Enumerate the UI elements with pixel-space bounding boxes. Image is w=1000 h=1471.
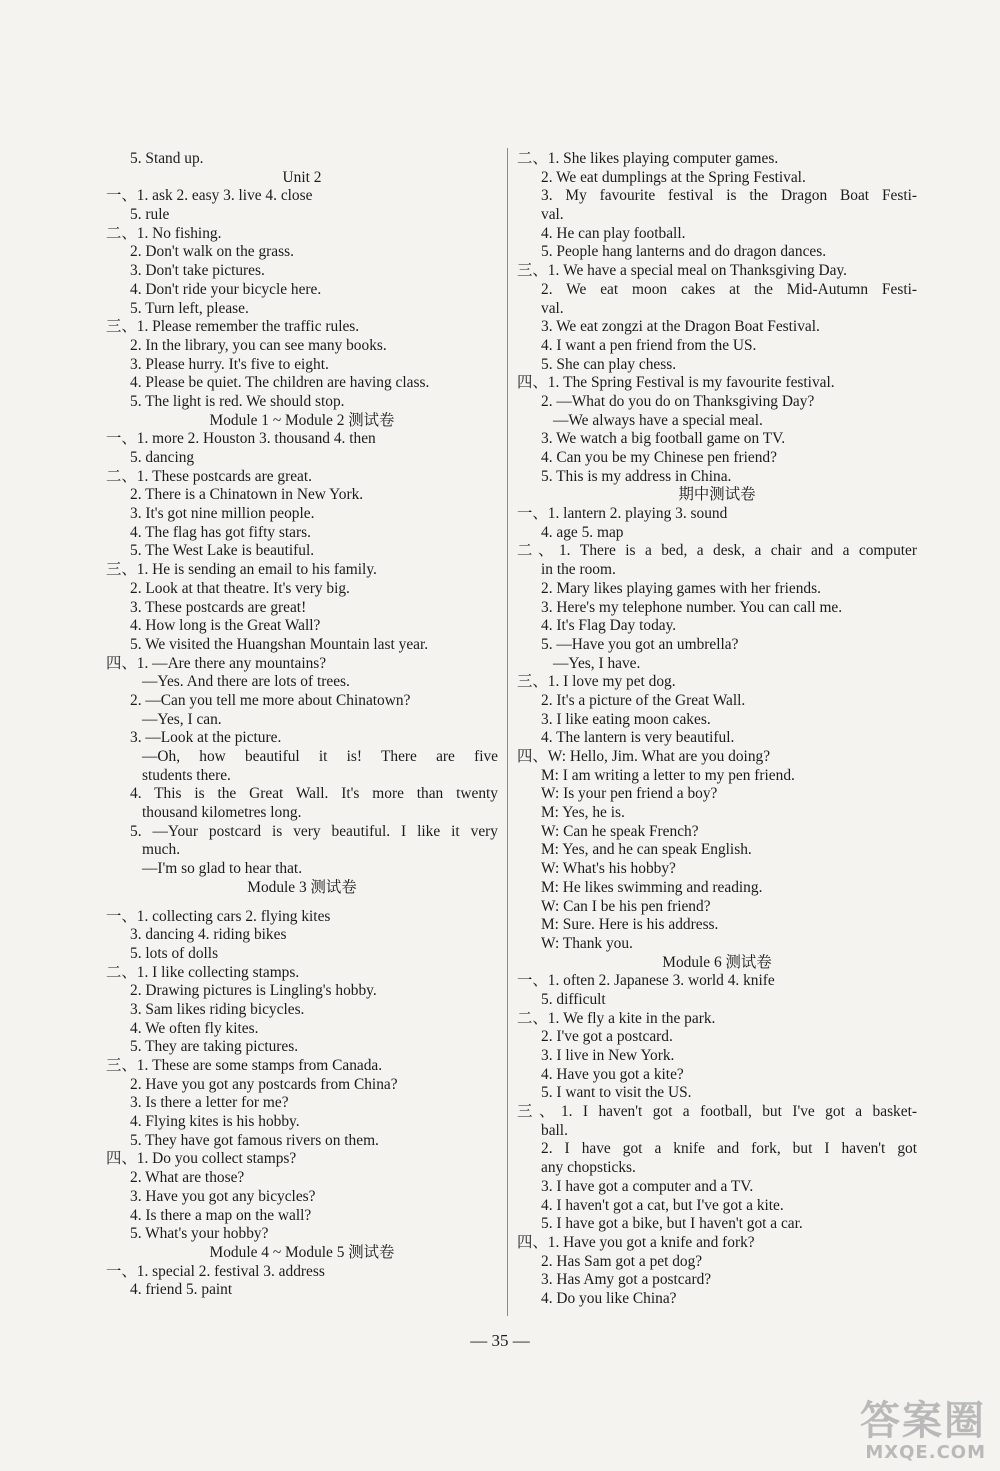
answer-line: 5. dancing [130,449,195,466]
answer-line: 2. Don't walk on the grass. [130,243,294,261]
line-spacer [106,898,498,908]
answer-line: 3. Here's my telephone number. You can call me. [541,598,843,616]
answer-line: 2. Mary likes playing games with her friends. [541,579,821,597]
answer-line: 3. I have got a computer and a TV. [541,1177,754,1195]
answer-line: —Oh, how beautiful it is! There are five [142,748,498,765]
answer-line: 3. We watch a big football game on TV. [541,430,786,448]
answer-line: 3. Don't take pictures. [130,262,265,280]
section-heading: Module 6 测试卷 [662,953,772,971]
answer-line: —Yes, I can. [142,710,222,728]
answer-line: 4. Have you got a kite? [541,1065,684,1083]
answer-line: 2. I've got a postcard. [541,1028,673,1046]
answer-line: 3. It's got nine million people. [130,505,315,523]
answer-line: 4. Don't ride your bicycle here. [130,280,322,298]
answer-line: students there. [142,766,231,784]
answer-line: —We always have a special meal. [553,411,763,429]
answer-line: —Yes, I have. [553,654,641,672]
answer-line: M: I am writing a letter to my pen friend. [541,766,795,784]
answer-line: 一、1. ask 2. easy 3. live 4. close [106,187,313,205]
answer-line: 5. —Have you got an umbrella? [541,635,739,653]
answer-line: M: Yes, and he can speak English. [541,841,752,859]
watermark-cn: 答案圈 [860,1398,986,1444]
answer-line: 4. Do you like China? [541,1289,677,1307]
answer-line: 四、1. Have you got a knife and fork? [517,1233,755,1251]
answer-line: 4. I want a pen friend from the US. [541,336,757,354]
answer-line: 5. The West Lake is beautiful. [130,542,315,560]
answer-line: 5. difficult [541,990,606,1008]
answer-line: 2. There is a Chinatown in New York. [130,486,364,504]
answer-line: 一、1. lantern 2. playing 3. sound [517,505,728,523]
answer-line: 2. Has Sam got a pet dog? [541,1252,703,1270]
answer-line: in the room. [541,561,616,579]
answer-line: 一、1. often 2. Japanese 3. world 4. knife [517,972,775,990]
answer-line: 二、1. She likes playing computer games. [517,150,779,167]
answer-line: 二、1. These postcards are great. [106,467,312,485]
watermark-logo [860,1400,986,1463]
answer-line: 4. friend 5. paint [130,1281,233,1299]
answer-line: 4. How long is the Great Wall? [130,617,321,635]
answer-line: 4. I haven't got a cat, but I've got a kite. [541,1196,784,1214]
answer-line: 3. I like eating moon cakes. [541,710,711,728]
answer-line: 2. What are those? [130,1169,245,1187]
answer-line: W: Can I be his pen friend? [541,897,711,915]
answer-line: 2. —What do you do on Thanksgiving Day? [541,392,815,410]
answer-line: 5. She can play chess. [541,355,677,373]
answer-line: 5. Turn left, please. [130,299,249,317]
answer-line: 2. I have got a knife and fork, but I haven't got [541,1140,917,1158]
answer-line: 四、1. Do you collect stamps? [106,1150,297,1168]
answer-line: ball. [541,1121,568,1139]
answer-line: 3. Please hurry. It's five to eight. [130,355,329,373]
answer-line: 一、1. special 2. festival 3. address [106,1262,325,1280]
answer-line: 3. I live in New York. [541,1047,675,1064]
answer-line: 5. What's your hobby? [130,1225,269,1243]
answer-line: 4. This is the Great Wall. It's more than twenty [130,785,498,803]
answer-line: 三、1. Please remember the traffic rules. [106,318,360,336]
watermark-en: MXQE.COM [865,1442,986,1463]
answer-line: 5. Stand up. [130,150,204,167]
answer-line: 三、1. I love my pet dog. [517,673,676,691]
answer-line: 2. Drawing pictures is Lingling's hobby. [130,982,377,1000]
answer-line: 2. We eat moon cakes at the Mid-Autumn Festi- [541,280,917,298]
answer-line: 二、1. No fishing. [106,224,222,242]
answer-line: 3. My favourite festival is the Dragon Boat Festi- [541,187,917,205]
answer-line: 5. I want to visit the US. [541,1084,692,1102]
answer-line: 3. Have you got any bicycles? [130,1187,316,1205]
answer-line: 4. The flag has got fifty stars. [130,523,311,541]
section-heading: Module 4 ~ Module 5 测试卷 [209,1243,395,1261]
answer-line: 5. They are taking pictures. [130,1038,299,1056]
answer-line: any chopsticks. [541,1159,636,1177]
answer-line: W: Can he speak French? [541,822,699,840]
column-divider [507,148,508,1316]
section-heading: Module 3 测试卷 [247,878,357,896]
answer-line: 3. Sam likes riding bicycles. [130,1000,305,1018]
answer-line: 四、1. The Spring Festival is my favourite festival. [517,374,835,392]
answer-line: 4. Can you be my Chinese pen friend? [541,449,777,466]
answer-line: 2. We eat dumplings at the Spring Festival. [541,168,806,186]
answer-line: 2. It's a picture of the Great Wall. [541,691,746,709]
section-heading: Unit 2 [282,168,322,186]
answer-line: —I'm so glad to hear that. [142,860,303,878]
answer-line: 5. The light is red. We should stop. [130,392,345,410]
answer-line: 二、1. We fly a kite in the park. [517,1009,716,1027]
answer-line: 4. We often fly kites. [130,1019,259,1037]
answer-line: 4. Is there a map on the wall? [130,1206,312,1224]
section-heading: 期中测试卷 [678,486,756,504]
page-number: — 35 — [470,1331,530,1350]
answer-line: 2. Have you got any postcards from China? [130,1075,398,1093]
answer-line: 2. Look at that theatre. It's very big. [130,579,350,597]
answer-line: 5. lots of dolls [130,944,219,962]
answer-line: 5. They have got famous rivers on them. [130,1131,379,1149]
answer-line: 3. We eat zongzi at the Dragon Boat Festival. [541,318,820,336]
answer-line: 3. dancing 4. riding bikes [130,926,287,944]
answer-line: —Yes. And there are lots of trees. [142,673,350,691]
answer-line: M: He likes swimming and reading. [541,878,763,896]
answer-line: 5. People hang lanterns and do dragon dances. [541,243,827,261]
answer-line: W: What's his hobby? [541,860,676,878]
answer-line: 4. age 5. map [541,523,624,541]
answer-line: 5. This is my address in China. [541,467,732,485]
answer-line: val. [541,299,564,317]
answer-line: W: Is your pen friend a boy? [541,785,718,803]
answer-line: 3. These postcards are great! [130,598,307,616]
right-column [517,150,917,1309]
answer-line: 一、1. collecting cars 2. flying kites [106,907,331,925]
answer-line: 四、W: Hello, Jim. What are you doing? [517,748,771,765]
answer-line: 5. We visited the Huangshan Mountain last year. [130,635,429,653]
answer-line: 4. It's Flag Day today. [541,617,677,635]
answer-line: thousand kilometres long. [142,804,302,822]
answer-line: 4. Please be quiet. The children are having class. [130,374,430,392]
answer-line: 2. —Can you tell me more about Chinatown? [130,691,411,709]
answer-line: 二、1. I like collecting stamps. [106,963,300,981]
answer-line: 2. In the library, you can see many books. [130,336,387,354]
answer-line: 4. Flying kites is his hobby. [130,1113,300,1131]
answer-line: 三、1. He is sending an email to his family. [106,561,377,579]
answer-line: M: Sure. Here is his address. [541,916,719,934]
answer-line: 5. I have got a bike, but I haven't got a car. [541,1215,803,1233]
answer-line: 三、1. We have a special meal on Thanksgiving Day. [517,262,847,280]
answer-line: 3. Has Amy got a postcard? [541,1271,712,1289]
answer-line: W: Thank you. [541,934,633,952]
answer-line: 4. He can play football. [541,224,686,242]
answer-line: val. [541,206,564,224]
answer-line: 三、1. I haven't got a football, but I've got a basket- [517,1103,917,1121]
left-column [106,150,498,1300]
section-heading: Module 1 ~ Module 2 测试卷 [209,411,395,429]
answer-line: 四、1. —Are there any mountains? [106,654,327,672]
answer-line: 三、1. These are some stamps from Canada. [106,1057,383,1074]
answer-line: 4. The lantern is very beautiful. [541,729,735,747]
answer-line: M: Yes, he is. [541,804,625,822]
answer-line: 5. rule [130,206,170,224]
answer-line: 3. —Look at the picture. [130,729,282,747]
answer-line: 3. Is there a letter for me? [130,1094,289,1112]
answer-line: 一、1. more 2. Houston 3. thousand 4. then [106,430,376,448]
answer-line: much. [142,841,181,859]
answer-line: 5. —Your postcard is very beautiful. I like it very [130,822,498,840]
answer-line: 二、1. There is a bed, a desk, a chair and a computer [517,542,917,560]
